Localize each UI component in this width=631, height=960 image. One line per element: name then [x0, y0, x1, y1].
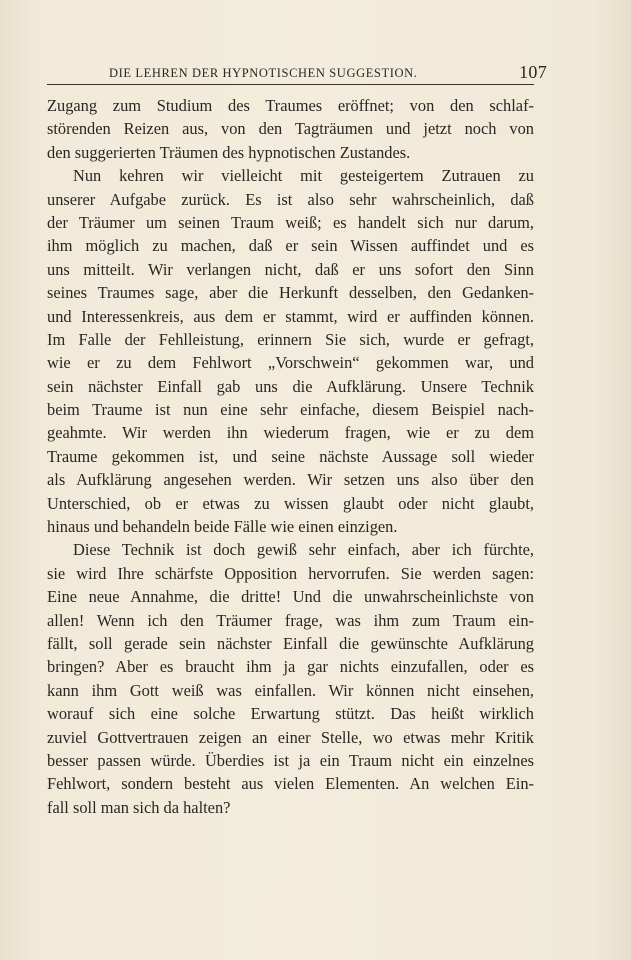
header-rule: [47, 84, 534, 85]
paragraph: [47, 94, 534, 164]
running-title: DIE LEHREN DER HYPNOTISCHEN SUGGESTION.: [109, 66, 418, 80]
paragraph: [47, 538, 534, 819]
text-line: störenden Reizen aus, von den Tagträumen und jetzt noch von: [47, 119, 534, 139]
text-line: geahmte. Wir werden ihn wiederum fragen, wie er zu dem: [47, 423, 534, 443]
text-line: der Träumer um seinen Traum weiß; es handelt sich nur darum,: [47, 212, 534, 232]
text-line: hinaus und behandeln beide Fälle wie einen einzigen.: [47, 517, 398, 537]
paragraph: [47, 164, 534, 538]
text-line: zuviel Gottvertrauen zeigen an einer Stelle, wo etwas mehr Kritik: [47, 727, 534, 747]
text-line: worauf sich eine solche Erwartung stützt. Das heißt wirklich: [47, 704, 534, 724]
text-line: Traume gekommen ist, und seine nächste Aussage soll wieder: [47, 446, 534, 466]
text-line: sein nächster Einfall gab uns die Aufklärung. Unsere Technik: [47, 376, 534, 396]
page-number: 107: [519, 62, 547, 82]
text-line: und Interessenkreis, aus dem er stammt, wird er auffinden können.: [47, 306, 534, 326]
text-line: Im Falle der Fehlleistung, erinnern Sie sich, wurde er gefragt,: [47, 329, 534, 349]
text-line: kann ihm Gott weiß was einfallen. Wir können nicht einsehen,: [47, 680, 534, 700]
text-line: Nun kehren wir vielleicht mit gesteigertem Zutrauen zu: [73, 166, 534, 186]
text-line: unserer Aufgabe zurück. Es ist also sehr wahrscheinlich, daß: [47, 189, 534, 209]
text-line: besser passen würde. Überdies ist ja ein Traum nicht ein einzelnes: [47, 750, 534, 770]
text-line: Zugang zum Studium des Traumes eröffnet; von den schlaf-: [47, 96, 534, 115]
page-header: [47, 60, 547, 84]
text-line: Eine neue Annahme, die dritte! Und die unwahrscheinlichste von: [47, 587, 534, 607]
text-line: bringen? Aber es braucht ihm ja gar nichts einzufallen, oder es: [47, 657, 534, 677]
text-line: den suggerierten Träumen des hypnotischen Zustandes.: [47, 142, 411, 162]
text-line: fällt, soll gerade sein nächster Einfall die gewünschte Aufklärung: [47, 633, 534, 653]
text-line: Unterschied, ob er etwas zu wissen glaubt oder nicht glaubt,: [47, 493, 534, 513]
text-line: ihm möglich zu machen, daß er sein Wissen auffindet und es: [47, 236, 534, 256]
text-line: seines Traumes sage, aber die Herkunft desselben, den Gedanken-: [47, 283, 534, 303]
text-line: beim Traume ist nun eine sehr einfache, diesem Beispiel nach-: [47, 400, 534, 420]
text-line: wie er zu dem Fehlwort „Vorschwein“ gekommen war, und: [47, 353, 534, 373]
text-line: Fehlwort, sondern besteht aus vielen Elementen. An welchen Ein-: [47, 774, 534, 794]
text-line: uns mitteilt. Wir verlangen nicht, daß er uns sofort den Sinn: [47, 259, 534, 279]
text-line: Diese Technik ist doch gewiß sehr einfach, aber ich fürchte,: [73, 540, 534, 560]
text-line: als Aufklärung angesehen werden. Wir setzen uns also über den: [47, 470, 534, 490]
text-line: fall soll man sich da halten?: [47, 797, 231, 817]
text-line: allen! Wenn ich den Träumer frage, was ihm zum Traum ein-: [47, 610, 534, 630]
text-line: sie wird Ihre schärfste Opposition hervorrufen. Sie werden sagen:: [47, 563, 534, 583]
body-text: [47, 94, 534, 819]
